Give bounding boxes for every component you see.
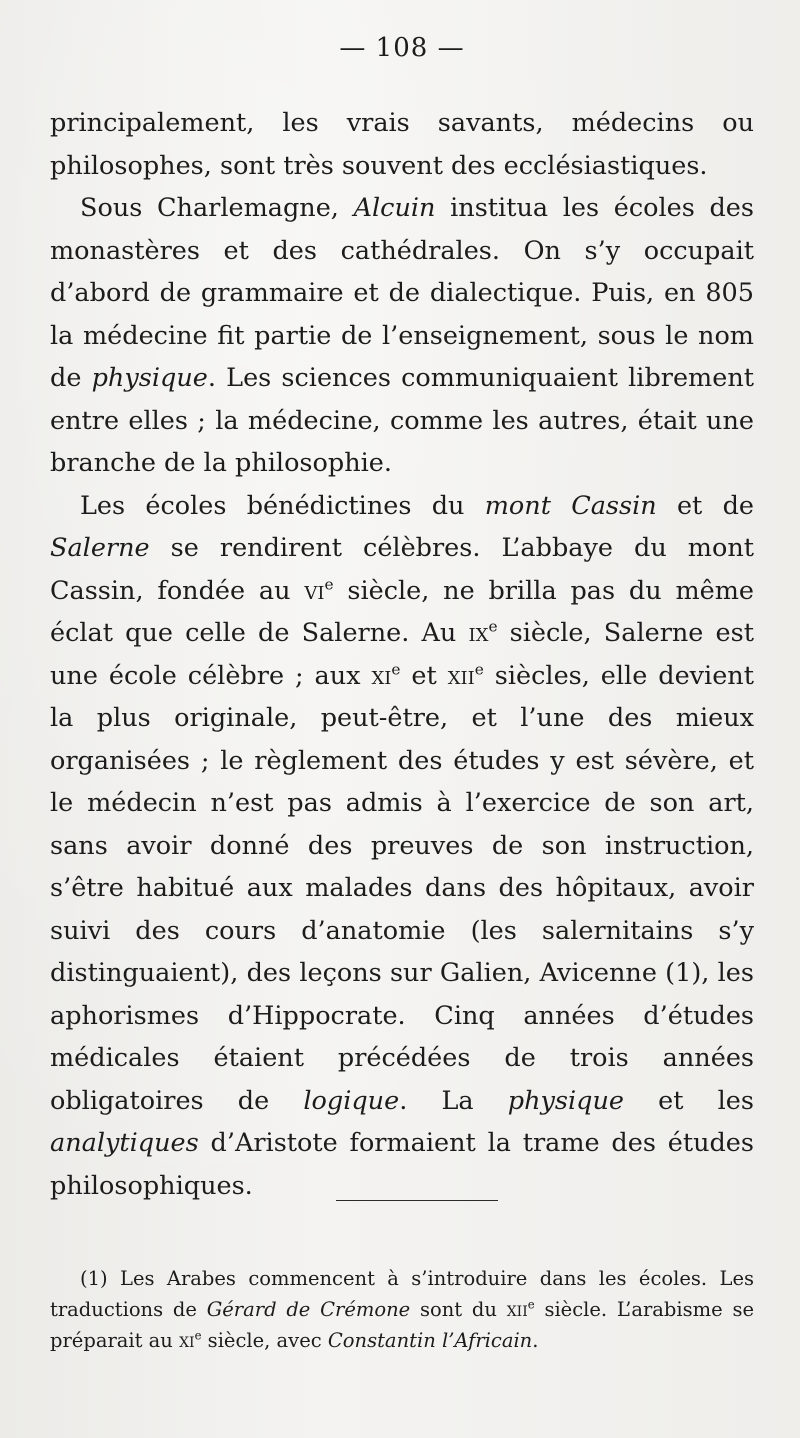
text-run: (1) Les Arabes commencent à s’introduire dans les écoles. Les traductions de xyxy=(50,1267,754,1321)
footnote xyxy=(50,1263,754,1356)
paragraph xyxy=(50,187,754,485)
roman-numeral: xi xyxy=(371,660,392,691)
text-run: se rendirent célèbres. L’abbaye du mont Cassin, fondée au xyxy=(50,533,754,606)
superscript: e xyxy=(488,617,498,636)
text-run: . xyxy=(532,1329,539,1352)
text-run: . La xyxy=(399,1085,508,1116)
page-number: — 108 — xyxy=(339,33,465,63)
roman-numeral: xii xyxy=(447,660,475,691)
text-run: d’Aristote formaient la trame des études philosophiques. xyxy=(50,1128,754,1201)
superscript: e xyxy=(474,660,484,678)
italic-text: Salerne xyxy=(50,533,150,563)
text-run: Les écoles bénédictines du xyxy=(80,490,485,521)
text-run: siècle, avec xyxy=(201,1329,328,1352)
text-run: et de xyxy=(656,490,754,521)
superscript: e xyxy=(194,1328,202,1343)
text-run: . Les sciences communiquaient librement entre elles ; la médecine, comme les autres, était une branche de la philosophie. xyxy=(50,363,754,478)
text-run: siècle, ne brilla pas du même éclat que celle de Salerne. Au xyxy=(50,575,755,648)
superscript: e xyxy=(391,660,401,678)
paragraph xyxy=(50,485,754,1208)
italic-text: logique xyxy=(303,1085,400,1116)
roman-numeral: xi xyxy=(179,1329,195,1352)
text-run: institua les écoles des monastères et des cathédrales. On s’y occupait d’abord de grammaire et de dialectique. Puis, en 805 la médecine fit partie de l’enseignement, sous le nom de xyxy=(50,193,754,393)
paragraph xyxy=(50,102,754,187)
main-text xyxy=(50,102,754,1207)
italic-text: physique xyxy=(91,363,208,393)
superscript: e xyxy=(527,1297,535,1312)
text-run: principalement, les vrais savants, médecins ou philosophes, sont très souvent des ecclésiastiques. xyxy=(50,108,754,181)
roman-numeral: xii xyxy=(506,1298,528,1321)
text-run: et les xyxy=(624,1085,754,1116)
end-rule xyxy=(336,1200,498,1201)
italic-text: analytiques xyxy=(50,1128,199,1158)
text-run: sont du xyxy=(410,1298,507,1321)
text-run: siècles, elle devient la plus originale, peut-être, et l’une des mieux organisées ; le règlement des études y est sévère, et le médecin n’est pas admis à l’exercice de son art, sans avoir donné des preuves de son instruction, s’être habitué aux malades dans des hôpitaux, avoir suivi des cours d’anatomie (les salernitains s’y distinguaient), des leçons sur Galien, Avicenne (1), les aphorismes d’Hippocrate. Cinq années d’études médicales étaient précédées de trois années obligatoires de xyxy=(50,660,754,1116)
text-run: et xyxy=(400,660,448,691)
roman-numeral: ix xyxy=(468,618,489,648)
italic-text: Alcuin xyxy=(353,193,436,223)
italic-text: Gérard de Crémone xyxy=(206,1298,411,1321)
italic-text: Constantin l’Africain xyxy=(327,1329,533,1352)
text-run: siècle. L’arabisme se préparait au xyxy=(50,1298,754,1352)
italic-text: physique xyxy=(507,1085,624,1116)
text-run: Sous Charlemagne, xyxy=(80,193,354,223)
text-run: siècle, Salerne est une école célèbre ; aux xyxy=(50,618,754,691)
superscript: e xyxy=(324,575,334,593)
roman-numeral: vi xyxy=(304,575,325,606)
italic-text: mont Cassin xyxy=(484,490,657,521)
